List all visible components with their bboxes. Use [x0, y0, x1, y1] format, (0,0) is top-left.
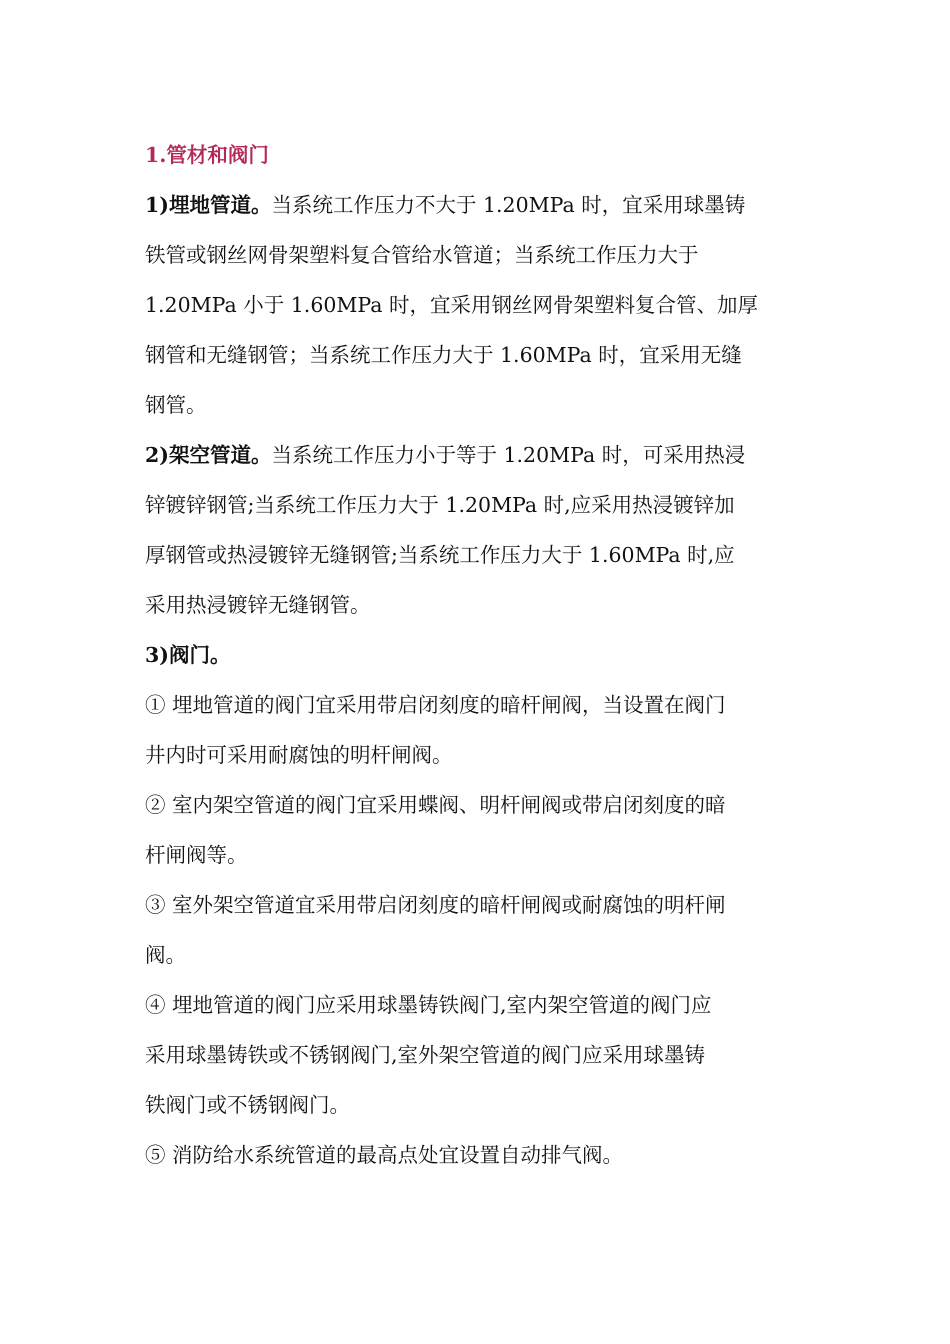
buried-pipe-text-2: 铁管或钢丝网骨架塑料复合管给水管道；当系统工作压力大于	[145, 243, 699, 267]
valves-lead: 3)阀门。	[145, 643, 231, 667]
document-body	[145, 130, 810, 1180]
valve-item-1-line-1: ① 埋地管道的阀门宜采用带启闭刻度的暗杆闸阀，当设置在阀门	[145, 693, 726, 717]
buried-pipe-text-3: 1.20MPa 小于 1.60MPa 时，宜采用钢丝网骨架塑料复合管、加厚	[145, 293, 759, 317]
valve-item-4-line-3: 铁阀门或不锈钢阀门。	[145, 1093, 350, 1117]
overhead-pipe-text-3: 厚钢管或热浸镀锌无缝钢管;当系统工作压力大于 1.60MPa 时,应	[145, 543, 735, 567]
overhead-pipe-lead: 2)架空管道。	[145, 443, 272, 467]
valve-item-1-line-2: 井内时可采用耐腐蚀的明杆闸阀。	[145, 743, 453, 767]
valve-item-3-line-2: 阀。	[145, 943, 186, 967]
section-title: 1.管材和阀门	[145, 143, 269, 167]
valve-item-4-line-1: ④ 埋地管道的阀门应采用球墨铸铁阀门,室内架空管道的阀门应	[145, 993, 712, 1017]
paragraph-buried-pipe-line-1	[145, 180, 810, 230]
valve-item-4-line-2: 采用球墨铸铁或不锈钢阀门,室外架空管道的阀门应采用球墨铸	[145, 1043, 706, 1067]
valve-item-2-line-2: 杆闸阀等。	[145, 843, 248, 867]
buried-pipe-text-4: 钢管和无缝钢管；当系统工作压力大于 1.60MPa 时，宜采用无缝	[145, 343, 742, 367]
valve-item-2-line-1: ② 室内架空管道的阀门宜采用蝶阀、明杆闸阀或带启闭刻度的暗	[145, 793, 726, 817]
buried-pipe-text-5: 钢管。	[145, 393, 207, 417]
buried-pipe-lead: 1)埋地管道。	[145, 193, 272, 217]
overhead-pipe-text-1: 当系统工作压力小于等于 1.20MPa 时，可采用热浸	[271, 443, 746, 467]
valve-item-3-line-1: ③ 室外架空管道宜采用带启闭刻度的暗杆闸阀或耐腐蚀的明杆闸	[145, 893, 726, 917]
overhead-pipe-text-2: 锌镀锌钢管;当系统工作压力大于 1.20MPa 时,应采用热浸镀锌加	[145, 493, 735, 517]
paragraph-overhead-pipe-line-1	[145, 430, 810, 480]
valve-item-5-line-1: ⑤ 消防给水系统管道的最高点处宜设置自动排气阀。	[145, 1143, 624, 1167]
overhead-pipe-text-4: 采用热浸镀锌无缝钢管。	[145, 593, 371, 617]
buried-pipe-text-1: 当系统工作压力不大于 1.20MPa 时，宜采用球墨铸	[271, 193, 746, 217]
